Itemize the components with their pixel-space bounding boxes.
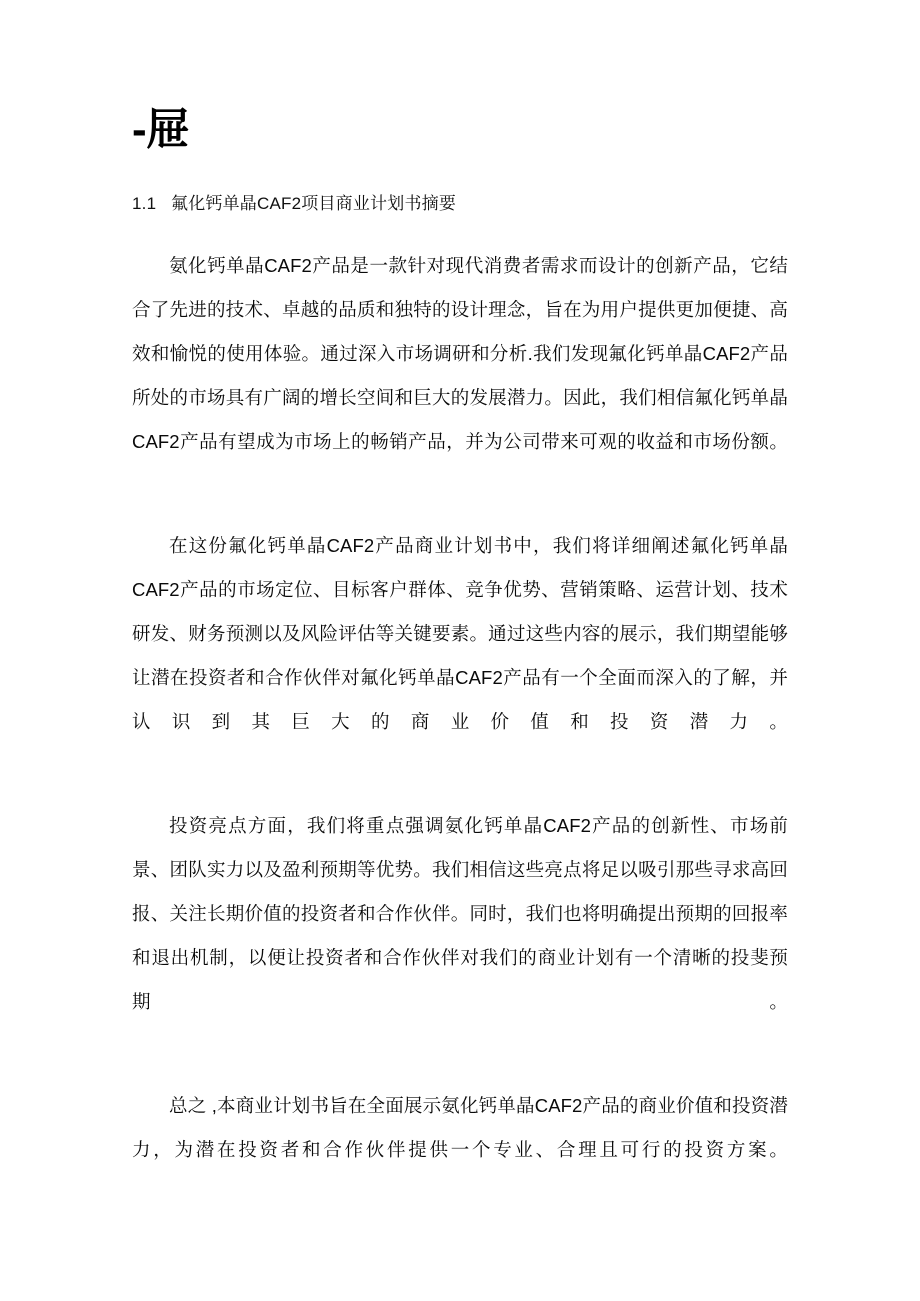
- paragraph-2: 在这份氟化钙单晶CAF2产品商业计划书中，我们将详细阐述氟化钙单晶CAF2产品的市场定位、目标客户群体、竞争优势、营销策略、运营计划、技术研发、财务预测以及风险评估等关键要素。通过这些内容的展示，我们期望能够让潜在投资者和合作伙伴对氟化钙单晶CAF2产品有一个全面而深入的了解，并认识到其巨大的商业价值和投资潜力。: [132, 535, 788, 733]
- section-heading-1-1: 1.1 氟化钙单晶CAF2项目商业计划书摘要: [132, 194, 457, 213]
- paragraph-3: 投资亮点方面，我们将重点强调氨化钙单晶CAF2产品的创新性、市场前景、团队实力以及盈利预期等优势。我们相信这些亮点将足以吸引那些寻求高回报、关注长期价值的投资者和合作伙伴。同时，我们也将明确提出预期的回报率和退出机制，以便让投资者和合作伙伴对我们的商业计划有一个清晰的投斐预期。: [132, 815, 788, 1013]
- paragraph-4: 总之 ,本商业计划书旨在全面展示氨化钙单晶CAF2产品的商业价值和投资潜力，为潜在投资者和合作伙伴提供一个专业、合理且可行的投资方案。: [132, 1095, 788, 1161]
- paragraph-1: 氨化钙单晶CAF2产品是一款针对现代消费者需求而设计的创新产品，它结合了先进的技术、卓越的品质和独特的设计理念，旨在为用户提供更加便捷、高效和愉悦的使用体验。通过深入市场调研和分析.我们发现氟化钙单晶CAF2产品所处的市场具有广阔的增长空间和巨大的发展潜力。因此，我们相信氟化钙单晶CAF2产品有望成为市场上的畅销产品，并为公司带来可观的收益和市场份额。: [132, 255, 788, 453]
- document-title: -屉: [132, 105, 190, 154]
- document-content: [132, 0, 788, 1216]
